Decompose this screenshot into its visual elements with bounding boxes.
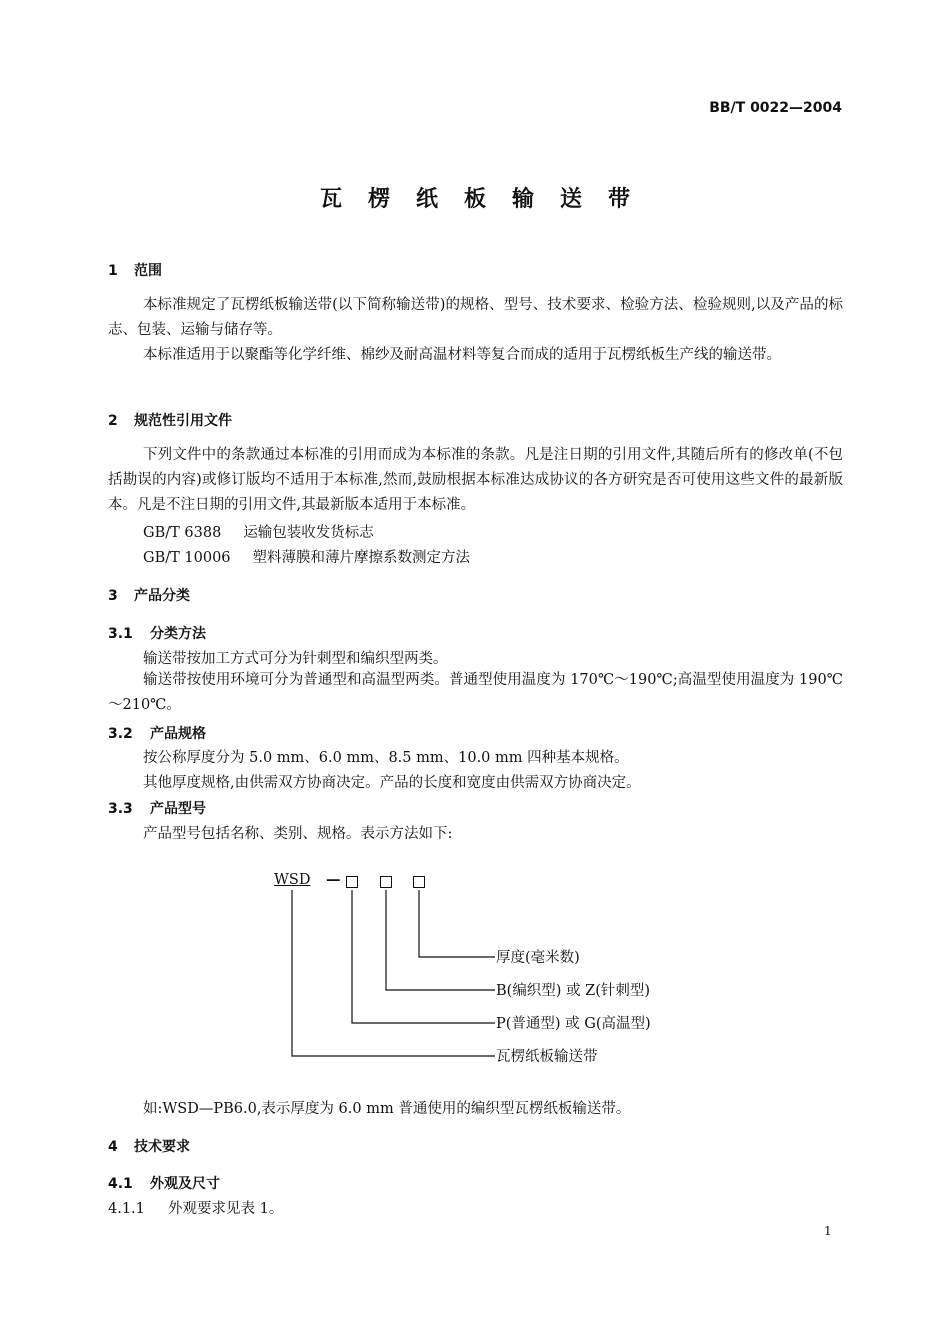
section-number: 4.1 <box>108 1176 133 1192</box>
paragraph: 输送带按使用环境可分为普通型和高温型两类。普通型使用温度为 170℃～190℃;高温型使用温度为 190℃～210℃。 <box>108 672 843 713</box>
section-number: 1 <box>108 263 118 279</box>
text-line: 产品型号包括名称、类别、规格。表示方法如下: <box>143 826 453 842</box>
subsection-3-2-heading <box>108 723 206 743</box>
section-title: 产品型号 <box>150 801 206 817</box>
section-number: 3 <box>108 588 118 604</box>
document-title: 瓦楞纸板输送带 <box>319 187 656 212</box>
page-number: 1 <box>824 1224 832 1238</box>
section-number: 2 <box>108 413 118 429</box>
connector-line <box>386 890 495 990</box>
text-line: 按公称厚度分为 5.0 mm、6.0 mm、8.5 mm、10.0 mm 四种基本规格。 <box>143 750 629 766</box>
section-title: 产品规格 <box>150 726 206 742</box>
text-line: 其他厚度规格,由供需双方协商决定。产品的长度和宽度由供需双方协商决定。 <box>143 775 641 791</box>
subsection-3-3-heading <box>108 798 206 818</box>
text-line: 输送带按加工方式可分为针刺型和编织型两类。 <box>143 651 448 667</box>
diagram-label: 瓦楞纸板输送带 <box>496 1049 598 1065</box>
section-number: 4 <box>108 1139 118 1155</box>
section-2-heading <box>108 410 232 430</box>
subsection-4-1-heading <box>108 1173 220 1193</box>
section-title: 外观及尺寸 <box>150 1176 220 1192</box>
paragraph: 本标准适用于以聚酯等化学纤维、棉纱及耐高温材料等复合而成的适用于瓦楞纸板生产线的输送带。 <box>143 347 781 363</box>
diagram-label: P(普通型) 或 G(高温型) <box>496 1016 651 1032</box>
clause-4-1-1 <box>108 1197 283 1218</box>
section-4-heading <box>108 1136 190 1156</box>
reference-code: GB/T 10006 <box>143 550 231 566</box>
diagram-connector-lines <box>280 880 510 1070</box>
section-title: 产品分类 <box>134 588 190 604</box>
reference-item <box>143 521 374 542</box>
diagram-label: 厚度(毫米数) <box>496 950 580 966</box>
section-title: 范围 <box>134 263 162 279</box>
reference-title: 运输包装收发货标志 <box>243 525 374 541</box>
section-title: 规范性引用文件 <box>134 413 232 429</box>
reference-code: GB/T 6388 <box>143 525 222 541</box>
connector-line <box>292 890 495 1056</box>
standard-number: BB/T 0022—2004 <box>709 100 842 116</box>
section-title: 分类方法 <box>150 626 206 642</box>
subsection-3-1-heading <box>108 623 206 643</box>
reference-title: 塑料薄膜和薄片摩擦系数测定方法 <box>252 550 471 566</box>
example-text: 如:WSD—PB6.0,表示厚度为 6.0 mm 普通使用的编织型瓦楞纸板输送带。 <box>143 1101 631 1117</box>
section-number: 3.1 <box>108 626 133 642</box>
clause-number: 4.1.1 <box>108 1201 145 1217</box>
model-dash: — <box>326 871 341 888</box>
model-prefix: WSD <box>274 872 311 888</box>
section-1-heading <box>108 260 162 280</box>
section-3-heading <box>108 585 190 605</box>
section-title: 技术要求 <box>134 1139 190 1155</box>
paragraph: 本标准规定了瓦楞纸板输送带(以下简称输送带)的规格、型号、技术要求、检验方法、检验规则,以及产品的标志、包装、运输与储存等。 <box>108 297 843 338</box>
connector-line <box>419 890 495 957</box>
paragraph: 下列文件中的条款通过本标准的引用而成为本标准的条款。凡是注日期的引用文件,其随后所有的修改单(不包括勘误的内容)或修订版均不适用于本标准,然而,鼓励根据本标准达成协议的各方研究是否可使用这些文件的最新版本。凡是不注日期的引用文件,其最新版本适用于本标准。 <box>108 447 843 513</box>
clause-text: 外观要求见表 1。 <box>168 1201 284 1217</box>
section-number: 3.2 <box>108 726 133 742</box>
diagram-label: B(编织型) 或 Z(针刺型) <box>496 983 651 999</box>
section-number: 3.3 <box>108 801 133 817</box>
reference-item <box>143 546 470 567</box>
